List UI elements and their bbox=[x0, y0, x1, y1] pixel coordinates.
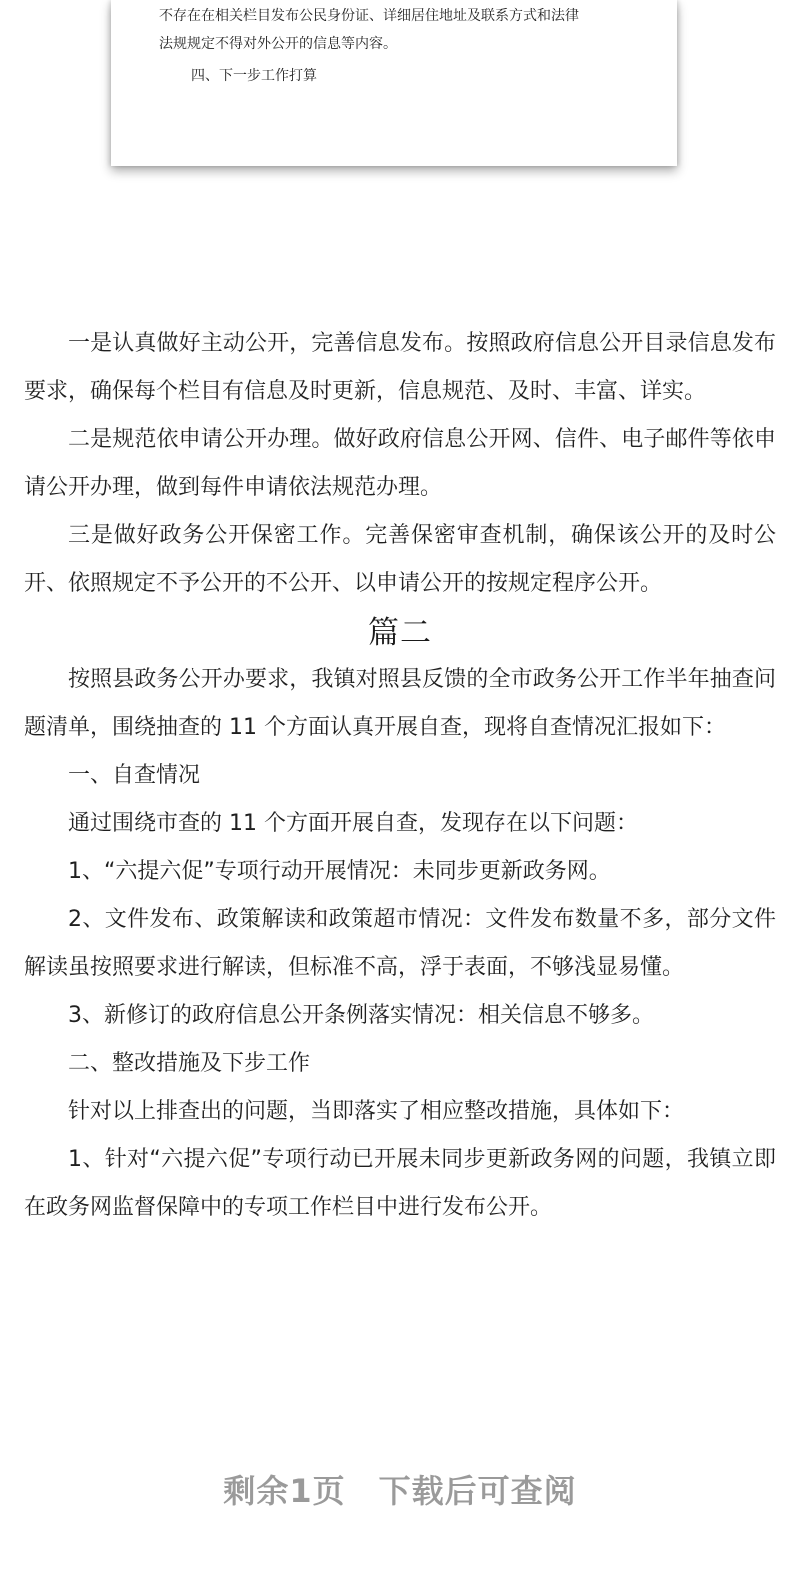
paragraph: 按照县政务公开办要求，我镇对照县反馈的全市政务公开工作半年抽查问题清单，围绕抽查的 11 个方面认真开展自查，现将自查情况汇报如下： bbox=[24, 667, 776, 740]
document-body bbox=[24, 320, 776, 1232]
paragraph: 二是规范依申请公开办理。做好政府信息公开网、信件、电子邮件等依申请公开办理，做到每件申请依法规范办理。 bbox=[24, 427, 776, 500]
paragraph: 1、针对“六提六促”专项行动已开展未同步更新政务网的问题，我镇立即在政务网监督保障中的专项工作栏目中进行发布公开。 bbox=[24, 1147, 776, 1220]
paragraph: 2、文件发布、政策解读和政策超市情况：文件发布数量不多，部分文件解读虽按照要求进行解读，但标准不高，浮于表面，不够浅显易懂。 bbox=[24, 907, 776, 980]
paragraph: 通过围绕市查的 11 个方面开展自查，发现存在以下问题： bbox=[68, 811, 638, 836]
section-title: 篇二 bbox=[368, 615, 432, 651]
preview-line: 四、下一步工作打算 bbox=[191, 68, 317, 84]
paragraph: 一是认真做好主动公开，完善信息发布。按照政府信息公开目录信息发布要求，确保每个栏目有信息及时更新，信息规范、及时、丰富、详实。 bbox=[24, 331, 776, 404]
preview-line: 不存在在相关栏目发布公民身份证、详细居住地址及联系方式和法律 bbox=[159, 8, 579, 24]
preview-line: 法规规定不得对外公开的信息等内容。 bbox=[159, 36, 397, 52]
paragraph: 针对以上排查出的问题，当即落实了相应整改措施，具体如下： bbox=[68, 1099, 685, 1124]
remaining-pages-download-prompt[interactable]: 剩余1页 下载后可查阅 bbox=[223, 1472, 577, 1510]
paragraph: 3、新修订的政府信息公开条例落实情况：相关信息不够多。 bbox=[68, 1003, 654, 1028]
heading-paragraph: 一、自查情况 bbox=[68, 763, 201, 788]
document-preview-page bbox=[111, 0, 677, 166]
paragraph: 三是做好政务公开保密工作。完善保密审查机制，确保该公开的及时公开、依照规定不予公开的不公开、以申请公开的按规定程序公开。 bbox=[24, 523, 776, 596]
paragraph: 1、“六提六促”专项行动开展情况：未同步更新政务网。 bbox=[68, 859, 611, 884]
heading-paragraph: 二、整改措施及下步工作 bbox=[68, 1051, 311, 1076]
